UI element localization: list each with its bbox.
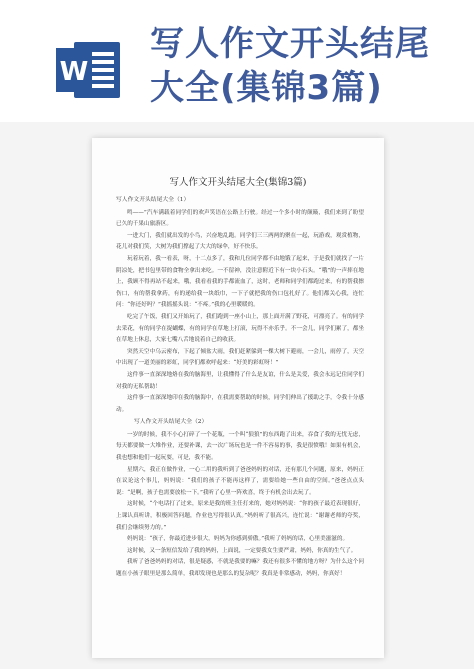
paragraph: 玩着玩着，我一看表，呀，十二点多了，我和几位同学都不由地饿了起来，于是我们就找了一片阴凉处，把书包里带的食物全拿出来吃。一不留神，没注意附近下有一块小石头。“哦”的一声摔在地上，我顾不得再站不起来，哦，我看看我的手都流血了，这时，老师和同学们都跑过来，有的帮我擦伤口，有的帮我拿药，有的递给我一块纸巾，一下子就把我的伤口包扎好了。他们都关心我，连忙问：“你还好吗？”我摇摇头说：“不疼。”我的心里暖暖的。 bbox=[116, 255, 364, 309]
title-line-1: 写人作文开头结尾 bbox=[150, 24, 430, 64]
paragraph: 这时候，“个电话打了过来，原来是我的班主任打来的，她对妈妈说：“你的孩子最近表现很好，上课认真听讲，积极回答问题，作业也写得很认真。”妈妈听了很高兴，连忙说：“谢谢老师的夸奖，我们会继续努力的。” bbox=[116, 501, 364, 531]
paragraph: 突然天空中乌云密布，下起了倾盆大雨，我们赶紧躲到一棵大树下避雨，一会儿，雨停了，天空中出现了一道美丽的彩虹，同学们都欢呼起来：“好美的彩虹呀！” bbox=[116, 348, 364, 367]
document-header bbox=[0, 0, 474, 122]
page-title bbox=[150, 22, 450, 110]
title-line-2: 大全(集锦3篇) bbox=[150, 68, 383, 108]
paragraph: 鸣——”汽车满载着同学们的欢声笑语在公路上行驶。经过一个多小时的颠簸，我们来到了盼望已久的千果山旅游区。 bbox=[116, 209, 364, 228]
paragraph: 吃完了午饭，我们又开始玩了，我们跑到一座小山上，那上面开满了野花，可漂亮了。有的同学去采花，有的同学在捉蝴蝶，有的同学在草地上打滚，玩得不亦乐乎。不一会儿，同学们累了，都坐在草地上休息，大家七嘴八舌地说着自己的收获。 bbox=[116, 313, 364, 344]
paragraph: 妈妈说：“孩子，你最近进步很大，妈妈为你感到骄傲。”我听了妈妈的话，心里美滋滋的。 bbox=[127, 536, 349, 543]
paragraph: 我听了爸爸妈妈的对话，很是疑惑，不就是我要的嘛？我还有很多不懂的地方呀？为什么这个问题在小孩子眼里是那么简单，我却发现也是那么的复杂呢？我真是非常感动，妈妈，你真好！ bbox=[116, 559, 364, 577]
paragraph: 星期六，我正在做作业，一心二用的我听到了爸爸妈妈的对话，还有那几个问题，原来，妈妈正在议论这个事儿，妈妈说：“我们的孩子不能再这样了，需要给她一些自由的空间。”爸爸点点头说：“是啊，孩子也需要放松一下。”我听了心里一阵欢喜，终于有机会出去玩了。 bbox=[116, 466, 364, 496]
section-heading-2: 写人作文开头结尾大全（2） bbox=[134, 419, 208, 426]
paragraph: 一岁的时候，我不小心打碎了一个花瓶，一个叫“狼狼”的东西跑了出来，吞食了我的无忧无虑，每天都要做一大堆作业，还要补课，去一次广场玩也是一件不容易的事，我是很愤哦！如果有机会，我也想和他们一起玩耍，可是，我不能。 bbox=[116, 431, 364, 462]
microsoft-word-icon bbox=[52, 38, 124, 102]
paragraph: 这件事一直深深地印在我的脑海中，在我需要帮助的时候，同学们伸出了援助之手，令我十分感动。 bbox=[116, 395, 364, 413]
svg-text:W: W bbox=[59, 57, 89, 87]
paragraph: 这件事一直深深地烙在我的脑海里，让我懂得了什么是友谊，什么是关爱，我会永远记住同学们对我的无私帮助！ bbox=[116, 371, 364, 390]
paragraph: 一进大门，我们就出发的小鸟，兴奋地乱跑。同学们三三两两的聚在一起，玩游戏，观赏植物，花儿对我们笑，大树为我们撑起了大大的绿伞，好不快乐。 bbox=[116, 232, 364, 251]
document-title: 写人作文开头结尾大全(集锦3篇) bbox=[169, 177, 307, 188]
paragraph: 这时候，又一条短信发给了我的妈妈，上面说，一定要我女生要严肃，妈妈，你真的生气了。 bbox=[127, 547, 357, 554]
section-heading-1: 写人作文开头结尾大全（1） bbox=[116, 197, 190, 203]
document-body bbox=[116, 194, 364, 654]
document-page bbox=[92, 138, 384, 658]
